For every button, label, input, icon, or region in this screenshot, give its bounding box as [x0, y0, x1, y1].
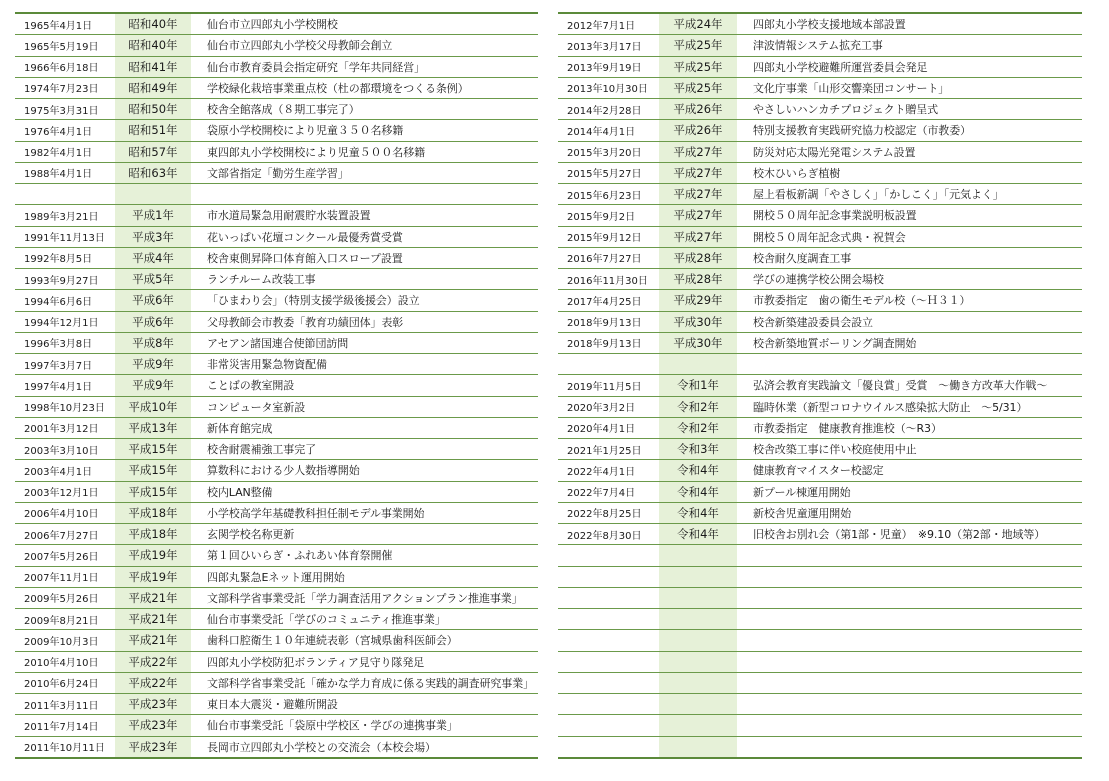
- era-cell: 令和2年: [659, 417, 737, 438]
- event-cell: 学びの連携学校公開会場校: [737, 269, 1082, 290]
- date-cell: [15, 184, 115, 205]
- date-cell: 2015年6月23日: [558, 184, 659, 205]
- date-cell: 1965年5月19日: [15, 35, 115, 56]
- date-cell: 1996年3月8日: [15, 332, 115, 353]
- era-cell: 平成27年: [659, 141, 737, 162]
- era-cell: 平成15年: [115, 481, 191, 502]
- era-cell: 平成8年: [115, 332, 191, 353]
- event-cell: 袋原小学校開校により児童３５０名移籍: [191, 120, 538, 141]
- history-table-left: [15, 12, 538, 759]
- date-cell: 2011年3月11日: [15, 694, 115, 715]
- event-cell: 歯科口腔衛生１０年連続表彰（宮城県歯科医師会）: [191, 630, 538, 651]
- date-cell: [558, 587, 659, 608]
- table-row: [15, 269, 538, 290]
- table-row: [15, 226, 538, 247]
- event-cell: 四郎丸小学校防犯ボランティア見守り隊発足: [191, 651, 538, 672]
- event-cell: [737, 715, 1082, 736]
- event-cell: [191, 184, 538, 205]
- era-cell: 平成27年: [659, 205, 737, 226]
- table-row: [15, 120, 538, 141]
- event-cell: 校木ひいらぎ植樹: [737, 162, 1082, 183]
- era-cell: 平成28年: [659, 269, 737, 290]
- era-cell: 平成9年: [115, 375, 191, 396]
- date-cell: 1997年4月1日: [15, 375, 115, 396]
- date-cell: 2015年5月27日: [558, 162, 659, 183]
- event-cell: 花いっぱい花壇コンクール最優秀賞受賞: [191, 226, 538, 247]
- event-cell: 弘済会教育実践論文「優良賞」受賞 ～働き方改革大作戦～: [737, 375, 1082, 396]
- table-row: [15, 35, 538, 56]
- event-cell: 市教委指定 健康教育推進校（～R3）: [737, 417, 1082, 438]
- era-cell: [659, 609, 737, 630]
- table-row: [15, 99, 538, 120]
- event-cell: 校舎耐久度調査工事: [737, 247, 1082, 268]
- date-cell: 2020年3月2日: [558, 396, 659, 417]
- era-cell: 平成3年: [115, 226, 191, 247]
- era-cell: 平成18年: [115, 524, 191, 545]
- date-cell: 2006年4月10日: [15, 502, 115, 523]
- event-cell: 屋上看板新調「やさしく」「かしこく」「元気よく」: [737, 184, 1082, 205]
- date-cell: 2006年7月27日: [15, 524, 115, 545]
- era-cell: 平成24年: [659, 13, 737, 35]
- era-cell: [659, 566, 737, 587]
- event-cell: 校舎新築建設委員会設立: [737, 311, 1082, 332]
- date-cell: 2015年9月12日: [558, 226, 659, 247]
- event-cell: 市教委指定 歯の衛生モデル校（～Ｈ３１）: [737, 290, 1082, 311]
- table-row: [15, 311, 538, 332]
- table-row: [558, 651, 1082, 672]
- table-row: [558, 481, 1082, 502]
- table-row: [558, 269, 1082, 290]
- event-cell: 校舎全館落成（８期工事完了）: [191, 99, 538, 120]
- date-cell: 2022年4月1日: [558, 460, 659, 481]
- era-cell: [659, 587, 737, 608]
- event-cell: 防災対応太陽光発電システム設置: [737, 141, 1082, 162]
- era-cell: 平成28年: [659, 247, 737, 268]
- era-cell: 平成30年: [659, 332, 737, 353]
- date-cell: 2012年7月1日: [558, 13, 659, 35]
- date-cell: 2022年7月4日: [558, 481, 659, 502]
- event-cell: [737, 651, 1082, 672]
- date-cell: [558, 630, 659, 651]
- date-cell: 1993年9月27日: [15, 269, 115, 290]
- date-cell: 2001年3月12日: [15, 417, 115, 438]
- table-row: [15, 651, 538, 672]
- date-cell: 2019年11月5日: [558, 375, 659, 396]
- event-cell: 市水道局緊急用耐震貯水装置設置: [191, 205, 538, 226]
- era-cell: [659, 715, 737, 736]
- table-row: [15, 630, 538, 651]
- table-row: [15, 141, 538, 162]
- date-cell: 2007年5月26日: [15, 545, 115, 566]
- date-cell: [558, 566, 659, 587]
- event-cell: 東日本大震災・避難所開設: [191, 694, 538, 715]
- table-row: [558, 354, 1082, 375]
- event-cell: 文化庁事業「山形交響楽団コンサート」: [737, 77, 1082, 98]
- era-cell: 平成18年: [115, 502, 191, 523]
- date-cell: 2010年4月10日: [15, 651, 115, 672]
- era-cell: 令和2年: [659, 396, 737, 417]
- era-cell: 平成21年: [115, 587, 191, 608]
- table-row: [558, 13, 1082, 35]
- table-row: [558, 460, 1082, 481]
- event-cell: 開校５０周年記念事業説明板設置: [737, 205, 1082, 226]
- era-cell: 平成25年: [659, 56, 737, 77]
- era-cell: 平成23年: [115, 715, 191, 736]
- event-cell: 仙台市立四郎丸小学校開校: [191, 13, 538, 35]
- event-cell: コンピュータ室新設: [191, 396, 538, 417]
- table-row: [15, 460, 538, 481]
- date-cell: 1965年4月1日: [15, 13, 115, 35]
- era-cell: 平成1年: [115, 205, 191, 226]
- event-cell: 校舎新築地質ボーリング調査開始: [737, 332, 1082, 353]
- table-row: [558, 630, 1082, 651]
- era-cell: 令和4年: [659, 460, 737, 481]
- date-cell: 2022年8月30日: [558, 524, 659, 545]
- event-cell: アセアン諸国連合使節団訪問: [191, 332, 538, 353]
- date-cell: 1998年10月23日: [15, 396, 115, 417]
- date-cell: 2009年8月21日: [15, 609, 115, 630]
- date-cell: 1982年4月1日: [15, 141, 115, 162]
- table-row: [15, 375, 538, 396]
- era-cell: 平成6年: [115, 311, 191, 332]
- era-cell: 平成9年: [115, 354, 191, 375]
- event-cell: 新プール棟運用開始: [737, 481, 1082, 502]
- date-cell: 1976年4月1日: [15, 120, 115, 141]
- table-row: [558, 184, 1082, 205]
- era-cell: 令和3年: [659, 439, 737, 460]
- date-cell: 2009年5月26日: [15, 587, 115, 608]
- event-cell: [737, 736, 1082, 758]
- event-cell: 仙台市事業受託「学びのコミュニティ推進事業」: [191, 609, 538, 630]
- era-cell: 令和4年: [659, 524, 737, 545]
- date-cell: 2016年11月30日: [558, 269, 659, 290]
- event-cell: 校舎東側昇降口体育館入口スロープ設置: [191, 247, 538, 268]
- era-cell: [659, 672, 737, 693]
- era-cell: 昭和41年: [115, 56, 191, 77]
- era-cell: 平成5年: [115, 269, 191, 290]
- table-row: [558, 715, 1082, 736]
- table-row: [558, 694, 1082, 715]
- table-row: [558, 99, 1082, 120]
- table-row: [15, 184, 538, 205]
- era-cell: 平成4年: [115, 247, 191, 268]
- date-cell: 1975年3月31日: [15, 99, 115, 120]
- table-row: [15, 354, 538, 375]
- era-cell: [659, 630, 737, 651]
- era-cell: [659, 651, 737, 672]
- table-row: [558, 56, 1082, 77]
- event-cell: 文部科学省事業受託「学力調査活用アクションプラン推進事業」: [191, 587, 538, 608]
- date-cell: 2018年9月13日: [558, 311, 659, 332]
- era-cell: 平成25年: [659, 35, 737, 56]
- date-cell: 2021年1月25日: [558, 439, 659, 460]
- table-row: [558, 77, 1082, 98]
- table-row: [15, 672, 538, 693]
- era-cell: 平成21年: [115, 630, 191, 651]
- era-cell: 昭和49年: [115, 77, 191, 98]
- date-cell: 2020年4月1日: [558, 417, 659, 438]
- date-cell: 1989年3月21日: [15, 205, 115, 226]
- event-cell: [737, 354, 1082, 375]
- date-cell: 1994年6月6日: [15, 290, 115, 311]
- event-cell: 仙台市教育委員会指定研究「学年共同経営」: [191, 56, 538, 77]
- event-cell: 算数科における少人数指導開始: [191, 460, 538, 481]
- table-row: [15, 524, 538, 545]
- date-cell: [558, 651, 659, 672]
- date-cell: [558, 694, 659, 715]
- event-cell: 旧校舎お別れ会（第1部・児童） ※9.10（第2部・地域等）: [737, 524, 1082, 545]
- event-cell: 開校５０周年記念式典・祝賀会: [737, 226, 1082, 247]
- era-cell: 平成29年: [659, 290, 737, 311]
- table-row: [558, 226, 1082, 247]
- date-cell: [558, 609, 659, 630]
- era-cell: 平成30年: [659, 311, 737, 332]
- event-cell: 校内LAN整備: [191, 481, 538, 502]
- date-cell: 2018年9月13日: [558, 332, 659, 353]
- date-cell: 2013年3月17日: [558, 35, 659, 56]
- date-cell: 2011年10月11日: [15, 736, 115, 758]
- table-row: [15, 439, 538, 460]
- date-cell: [558, 736, 659, 758]
- table-row: [15, 56, 538, 77]
- era-cell: 平成15年: [115, 439, 191, 460]
- date-cell: 2013年9月19日: [558, 56, 659, 77]
- era-cell: 平成10年: [115, 396, 191, 417]
- date-cell: 2022年8月25日: [558, 502, 659, 523]
- era-cell: 昭和50年: [115, 99, 191, 120]
- date-cell: 1988年4月1日: [15, 162, 115, 183]
- date-cell: 1994年12月1日: [15, 311, 115, 332]
- era-cell: 平成27年: [659, 226, 737, 247]
- date-cell: 2003年3月10日: [15, 439, 115, 460]
- event-cell: 小学校高学年基礎教科担任制モデル事業開始: [191, 502, 538, 523]
- event-cell: [737, 630, 1082, 651]
- era-cell: 平成19年: [115, 566, 191, 587]
- era-cell: 平成21年: [115, 609, 191, 630]
- era-cell: 令和4年: [659, 502, 737, 523]
- event-cell: 長岡市立四郎丸小学校との交流会（本校会場）: [191, 736, 538, 758]
- date-cell: 2014年2月28日: [558, 99, 659, 120]
- date-cell: 1991年11月13日: [15, 226, 115, 247]
- table-row: [558, 396, 1082, 417]
- table-row: [558, 609, 1082, 630]
- date-cell: 1974年7月23日: [15, 77, 115, 98]
- table-row: [15, 247, 538, 268]
- era-cell: [659, 694, 737, 715]
- table-row: [558, 566, 1082, 587]
- table-row: [558, 502, 1082, 523]
- era-cell: 平成22年: [115, 651, 191, 672]
- table-row: [15, 545, 538, 566]
- table-row: [15, 587, 538, 608]
- date-cell: 2003年4月1日: [15, 460, 115, 481]
- table-row: [15, 162, 538, 183]
- event-cell: 仙台市立四郎丸小学校父母教師会創立: [191, 35, 538, 56]
- table-row: [15, 77, 538, 98]
- table-row: [558, 417, 1082, 438]
- event-cell: 新校舎児童運用開始: [737, 502, 1082, 523]
- era-cell: [659, 354, 737, 375]
- table-row: [558, 35, 1082, 56]
- era-cell: 平成23年: [115, 736, 191, 758]
- table-row: [15, 290, 538, 311]
- table-row: [558, 332, 1082, 353]
- era-cell: 平成27年: [659, 162, 737, 183]
- event-cell: [737, 672, 1082, 693]
- date-cell: 1966年6月18日: [15, 56, 115, 77]
- table-row: [558, 247, 1082, 268]
- era-cell: 昭和57年: [115, 141, 191, 162]
- date-cell: 2016年7月27日: [558, 247, 659, 268]
- table-row: [15, 736, 538, 758]
- event-cell: やさしいハンカチプロジェクト贈呈式: [737, 99, 1082, 120]
- event-cell: 父母教師会市教委「教育功績団体」表彰: [191, 311, 538, 332]
- event-cell: ランチルーム改装工事: [191, 269, 538, 290]
- table-row: [15, 332, 538, 353]
- table-row: [558, 375, 1082, 396]
- event-cell: 四郎丸小学校避難所運営委員会発足: [737, 56, 1082, 77]
- event-cell: 校舎耐震補強工事完了: [191, 439, 538, 460]
- event-cell: 校舎改築工事に伴い校庭使用中止: [737, 439, 1082, 460]
- date-cell: [558, 715, 659, 736]
- event-cell: [737, 566, 1082, 587]
- date-cell: [558, 672, 659, 693]
- date-cell: 2015年3月20日: [558, 141, 659, 162]
- era-cell: [115, 184, 191, 205]
- date-cell: 2014年4月1日: [558, 120, 659, 141]
- table-row: [15, 13, 538, 35]
- era-cell: 昭和63年: [115, 162, 191, 183]
- event-cell: [737, 609, 1082, 630]
- era-cell: 平成23年: [115, 694, 191, 715]
- event-cell: 学校緑化栽培事業重点校（杜の都環境をつくる条例）: [191, 77, 538, 98]
- event-cell: 玄関学校名称更新: [191, 524, 538, 545]
- era-cell: 昭和51年: [115, 120, 191, 141]
- table-row: [558, 162, 1082, 183]
- era-cell: 平成25年: [659, 77, 737, 98]
- event-cell: [737, 587, 1082, 608]
- event-cell: 津波情報システム拡充工事: [737, 35, 1082, 56]
- table-row: [15, 502, 538, 523]
- event-cell: 新体育館完成: [191, 417, 538, 438]
- table-row: [558, 545, 1082, 566]
- table-row: [558, 205, 1082, 226]
- table-row: [15, 396, 538, 417]
- table-row: [15, 715, 538, 736]
- event-cell: 臨時休業（新型コロナウイルス感染拡大防止 ～5/31）: [737, 396, 1082, 417]
- event-cell: 四郎丸小学校支援地域本部設置: [737, 13, 1082, 35]
- date-cell: 1997年3月7日: [15, 354, 115, 375]
- table-row: [558, 120, 1082, 141]
- event-cell: ことばの教室開設: [191, 375, 538, 396]
- table-row: [15, 205, 538, 226]
- table-row: [558, 672, 1082, 693]
- table-row: [558, 141, 1082, 162]
- date-cell: [558, 545, 659, 566]
- table-row: [558, 524, 1082, 545]
- date-cell: 1992年8月5日: [15, 247, 115, 268]
- era-cell: 昭和40年: [115, 13, 191, 35]
- table-row: [558, 290, 1082, 311]
- era-cell: [659, 736, 737, 758]
- era-cell: 令和1年: [659, 375, 737, 396]
- table-row: [558, 311, 1082, 332]
- table-row: [558, 736, 1082, 758]
- era-cell: 平成13年: [115, 417, 191, 438]
- era-cell: 令和4年: [659, 481, 737, 502]
- table-row: [15, 417, 538, 438]
- era-cell: 平成19年: [115, 545, 191, 566]
- history-table-right: [558, 12, 1082, 759]
- date-cell: [558, 354, 659, 375]
- date-cell: 2009年10月3日: [15, 630, 115, 651]
- date-cell: 2003年12月1日: [15, 481, 115, 502]
- era-cell: 平成26年: [659, 120, 737, 141]
- event-cell: 特別支援教育実践研究協力校認定（市教委）: [737, 120, 1082, 141]
- event-cell: 四郎丸緊急Eネット運用開始: [191, 566, 538, 587]
- era-cell: 昭和40年: [115, 35, 191, 56]
- era-cell: 平成15年: [115, 460, 191, 481]
- event-cell: 非常災害用緊急物資配備: [191, 354, 538, 375]
- date-cell: 2007年11月1日: [15, 566, 115, 587]
- date-cell: 2010年6月24日: [15, 672, 115, 693]
- table-row: [15, 609, 538, 630]
- table-row: [15, 481, 538, 502]
- event-cell: 第１回ひいらぎ・ふれあい体育祭開催: [191, 545, 538, 566]
- table-row: [15, 694, 538, 715]
- event-cell: 東四郎丸小学校開校により児童５００名移籍: [191, 141, 538, 162]
- date-cell: 2015年9月2日: [558, 205, 659, 226]
- table-row: [558, 587, 1082, 608]
- event-cell: 健康教育マイスター校認定: [737, 460, 1082, 481]
- event-cell: 仙台市事業受託「袋原中学校区・学びの連携事業」: [191, 715, 538, 736]
- date-cell: 2017年4月25日: [558, 290, 659, 311]
- table-row: [15, 566, 538, 587]
- era-cell: 平成6年: [115, 290, 191, 311]
- era-cell: [659, 545, 737, 566]
- table-row: [558, 439, 1082, 460]
- date-cell: 2011年7月14日: [15, 715, 115, 736]
- era-cell: 平成27年: [659, 184, 737, 205]
- event-cell: 文部科学省事業受託「確かな学力育成に係る実践的調査研究事業」: [191, 672, 538, 693]
- era-cell: 平成26年: [659, 99, 737, 120]
- date-cell: 2013年10月30日: [558, 77, 659, 98]
- event-cell: [737, 694, 1082, 715]
- event-cell: 文部省指定「勤労生産学習」: [191, 162, 538, 183]
- event-cell: [737, 545, 1082, 566]
- era-cell: 平成22年: [115, 672, 191, 693]
- event-cell: 「ひまわり会」（特別支援学級後援会）設立: [191, 290, 538, 311]
